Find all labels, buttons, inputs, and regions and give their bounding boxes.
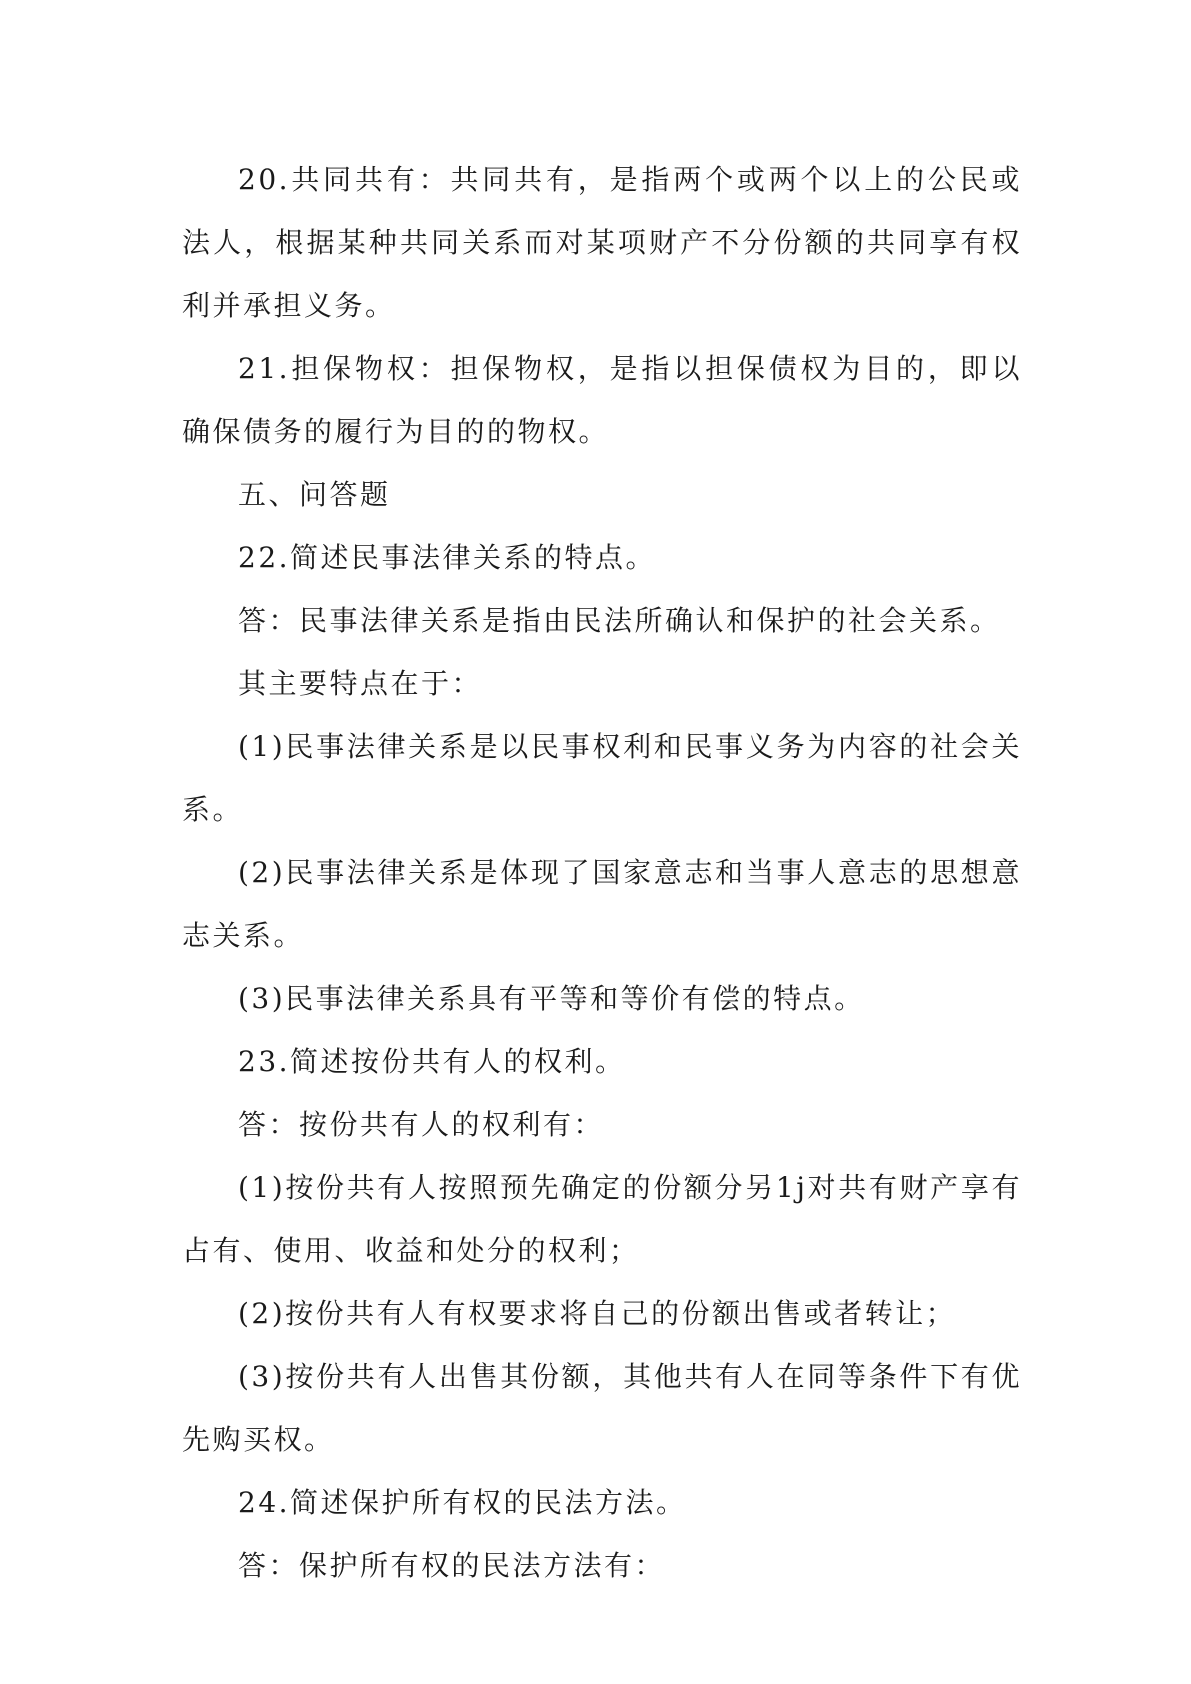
question-22: 22.简述民事法律关系的特点。: [238, 541, 657, 574]
section-heading-qa: 五、问答题: [238, 478, 391, 511]
answer-22-point-3: (3)民事法律关系具有平等和等价有偿的特点。: [238, 982, 865, 1015]
answer-24: 答：保护所有权的民法方法有：: [238, 1549, 666, 1582]
answer-23-point-2: (2)按份共有人有权要求将自己的份额出售或者转让；: [238, 1297, 957, 1330]
answer-23: 答：按份共有人的权利有：: [238, 1108, 605, 1141]
question-23: 23.简述按份共有人的权利。: [238, 1045, 626, 1078]
paragraph-security-property-right-definition: 21.担保物权：担保物权，是指以担保债权为目的，即以确保债务的履行为目的的物权。: [182, 352, 1022, 448]
answer-23-point-3: (3)按份共有人出售其份额，其他共有人在同等条件下有优先购买权。: [182, 1360, 1022, 1456]
answer-22-point-1: (1)民事法律关系是以民事权利和民事义务为内容的社会关系。: [182, 730, 1022, 826]
answer-22-intro: 其主要特点在于：: [238, 667, 483, 700]
paragraph-joint-ownership-definition: 20.共同共有：共同共有，是指两个或两个以上的公民或法人，根据某种共同关系而对某项财产不分份额的共同享有权利并承担义务。: [182, 163, 1022, 322]
answer-23-point-1: (1)按份共有人按照预先确定的份额分另1j对共有财产享有占有、使用、收益和处分的权利；: [182, 1171, 1022, 1267]
answer-22: 答：民事法律关系是指由民法所确认和保护的社会关系。: [238, 604, 1001, 637]
document-body: [182, 148, 1022, 1597]
question-24: 24.简述保护所有权的民法方法。: [238, 1486, 687, 1519]
answer-22-point-2: (2)民事法律关系是体现了国家意志和当事人意志的思想意志关系。: [182, 856, 1022, 952]
